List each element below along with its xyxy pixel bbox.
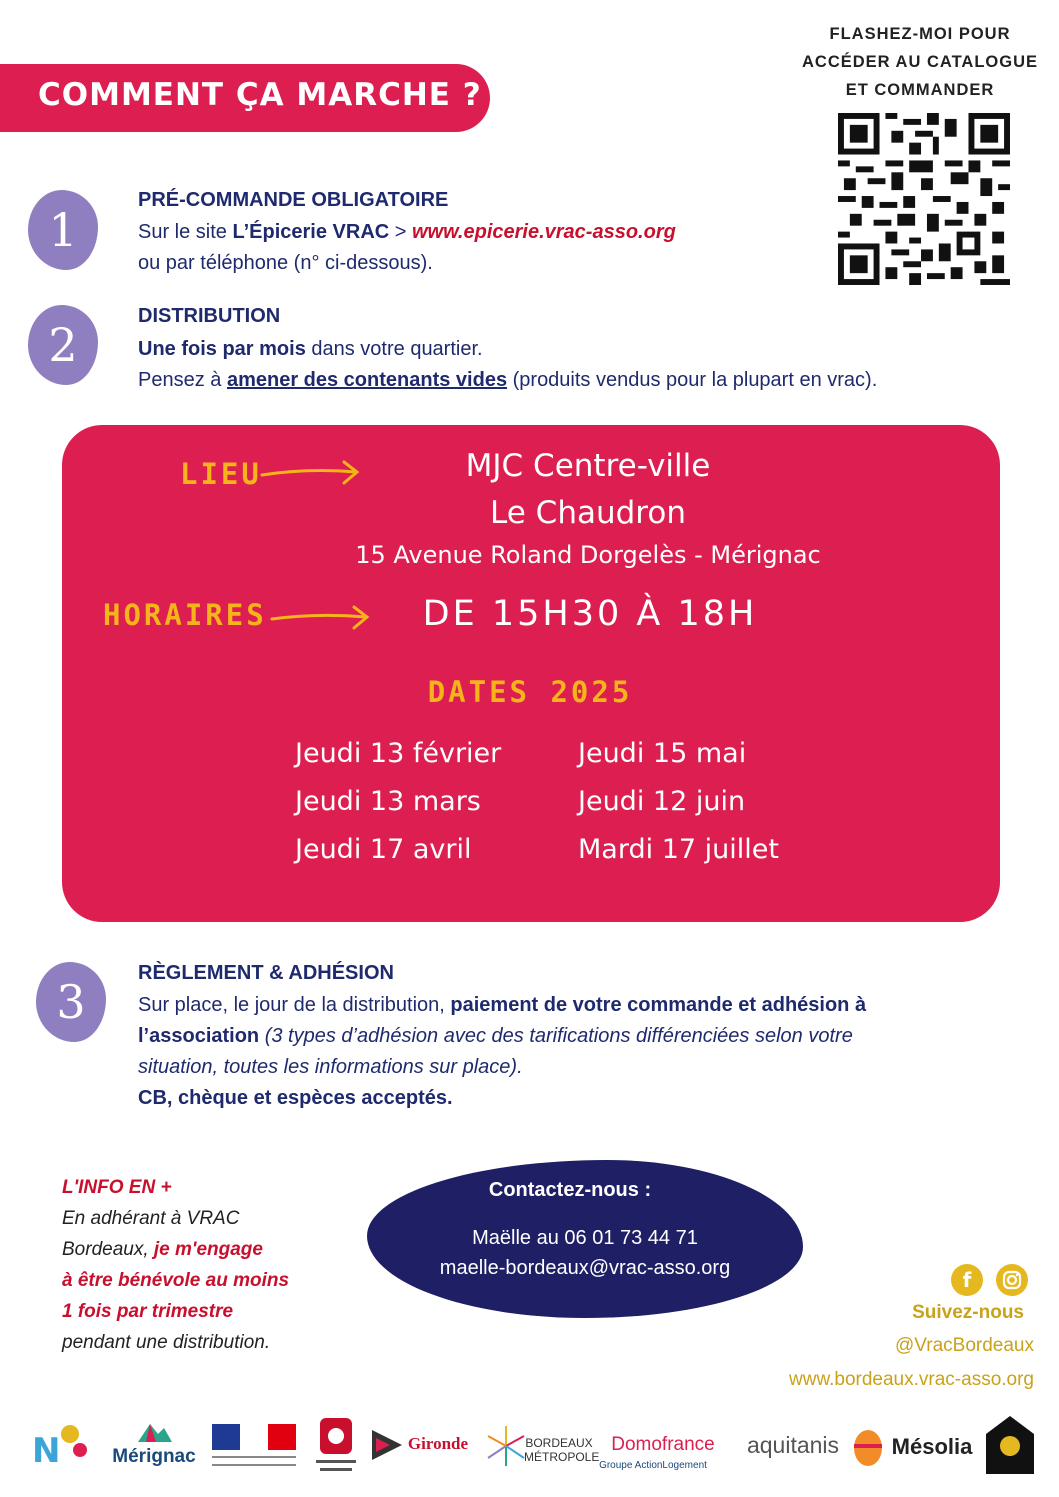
arrow-right-icon bbox=[268, 602, 372, 632]
epicerie-site-name: L’Épicerie VRAC bbox=[232, 221, 390, 243]
info-highlight: 1 fois par trimestre bbox=[62, 1301, 234, 1322]
info-line: En adhérant à VRAC bbox=[62, 1208, 240, 1229]
step-2-text bbox=[138, 334, 1038, 396]
step-1-badge: 1 bbox=[28, 190, 98, 270]
date-item: Jeudi 17 avril bbox=[295, 834, 472, 865]
gironde-logo: Gironde bbox=[407, 1434, 469, 1453]
qr-caption: FLASHEZ-MOI POUR ACCÉDER AU CATALOGUE ET COMMANDER bbox=[801, 25, 1039, 99]
date-item: Jeudi 12 juin bbox=[578, 786, 746, 817]
step-1-text bbox=[138, 217, 838, 279]
step-1-title: PRÉ-COMMANDE OBLIGATOIRE bbox=[138, 189, 449, 211]
dates-right-column bbox=[578, 730, 779, 874]
hours-value: DE 15H30 À 18H bbox=[422, 594, 758, 634]
aquitanis-logo: aquitanis bbox=[746, 1432, 840, 1458]
step-3-text bbox=[138, 990, 1038, 1114]
gironde-arrow-icon bbox=[372, 1430, 402, 1460]
domofrance-logo: Domofrance bbox=[611, 1434, 715, 1455]
step-3-membership-note: (3 types d’adhésion avec des tarifications différenciées selon votre bbox=[259, 1025, 853, 1047]
step-2-title: DISTRIBUTION bbox=[138, 305, 281, 327]
merignac-logo: Mérignac bbox=[112, 1446, 196, 1467]
step-3-payment-methods: CB, chèque et espèces acceptés. bbox=[138, 1087, 453, 1109]
contact-email-link[interactable]: maelle-bordeaux@vrac-asso.org bbox=[439, 1257, 731, 1279]
website-link[interactable]: www.bordeaux.vrac-asso.org bbox=[789, 1369, 1034, 1390]
step-1-separator: > bbox=[389, 221, 412, 243]
step-2-line2-rest: (produits vendus pour la plupart en vrac). bbox=[507, 369, 878, 391]
place-subtitle: Le Chaudron bbox=[490, 495, 686, 531]
follow-us-label: Suivez-nous bbox=[912, 1302, 1024, 1323]
step-1-line1-prefix: Sur le site bbox=[138, 221, 233, 243]
step-2-frequency: Une fois par mois bbox=[138, 338, 306, 360]
metropole-burst-icon bbox=[486, 1424, 526, 1468]
dates-label: DATES 2025 bbox=[427, 675, 633, 709]
mesolia-drop-icon bbox=[852, 1428, 884, 1468]
mesolia-logo: Mésolia bbox=[891, 1434, 973, 1459]
place-address: 15 Avenue Roland Dorgelès - Mérignac bbox=[355, 541, 821, 569]
svg-text:N: N bbox=[32, 1431, 61, 1471]
info-line: pendant une distribution. bbox=[62, 1332, 271, 1353]
date-item: Jeudi 13 février bbox=[295, 738, 502, 769]
info-title: L'INFO EN + bbox=[62, 1177, 172, 1198]
step-3-badge: 3 bbox=[36, 962, 106, 1042]
info-block bbox=[62, 1172, 362, 1358]
contact-title: Contactez-nous : bbox=[488, 1179, 652, 1201]
mjc-merignac-logo-icon bbox=[30, 1420, 90, 1476]
nouvelle-aquitaine-logo-icon bbox=[312, 1418, 360, 1478]
step-2-line1-rest: dans votre quartier. bbox=[305, 338, 483, 360]
info-line bbox=[62, 1234, 362, 1265]
merignac-mountain-icon bbox=[138, 1420, 172, 1442]
dates-left-column bbox=[295, 730, 501, 874]
hours-label: HORAIRES bbox=[103, 598, 267, 632]
place-label: LIEU bbox=[180, 457, 262, 491]
info-highlight: à être bénévole au moins bbox=[62, 1270, 290, 1291]
date-item: Jeudi 15 mai bbox=[578, 738, 747, 769]
instagram-icon[interactable] bbox=[996, 1264, 1028, 1296]
place-name: MJC Centre-ville bbox=[465, 448, 711, 484]
date-item: Mardi 17 juillet bbox=[578, 834, 779, 865]
step-3-title: RÈGLEMENT & ADHÉSION bbox=[138, 962, 394, 984]
step-1-line2: ou par téléphone (n° ci-dessous). bbox=[138, 252, 433, 274]
epicerie-url-link[interactable]: www.epicerie.vrac-asso.org bbox=[412, 221, 676, 243]
step-3-association: l’association bbox=[138, 1025, 260, 1047]
step-3-payment: paiement de votre commande et adhésion à bbox=[450, 994, 867, 1016]
step-3-line1-prefix: Sur place, le jour de la distribution, bbox=[138, 994, 451, 1016]
step-2-badge: 2 bbox=[28, 305, 98, 385]
step-3-membership-note-2: situation, toutes les informations sur place). bbox=[138, 1056, 523, 1078]
info-highlight: je m'engage bbox=[153, 1239, 263, 1260]
date-item: Jeudi 13 mars bbox=[295, 786, 481, 817]
step-2-line2-prefix: Pensez à bbox=[138, 369, 227, 391]
fondation-abbe-pierre-logo-icon bbox=[986, 1416, 1034, 1474]
page-title: COMMENT ÇA MARCHE ? bbox=[38, 77, 482, 113]
social-handle[interactable]: @VracBordeaux bbox=[895, 1335, 1034, 1356]
facebook-icon[interactable]: f bbox=[951, 1264, 983, 1296]
info-text: Bordeaux, bbox=[62, 1239, 154, 1260]
qr-code-icon[interactable] bbox=[838, 113, 1010, 285]
step-2-containers: amener des contenants vides bbox=[226, 369, 508, 391]
bordeaux-metropole-logo: BORDEAUX MÉTROPOLE bbox=[524, 1436, 600, 1464]
republique-francaise-logo-icon bbox=[212, 1424, 296, 1472]
actionlogement-logo: Groupe ActionLogement bbox=[599, 1460, 707, 1471]
contact-phone[interactable]: Maëlle au 06 01 73 44 71 bbox=[472, 1227, 698, 1249]
